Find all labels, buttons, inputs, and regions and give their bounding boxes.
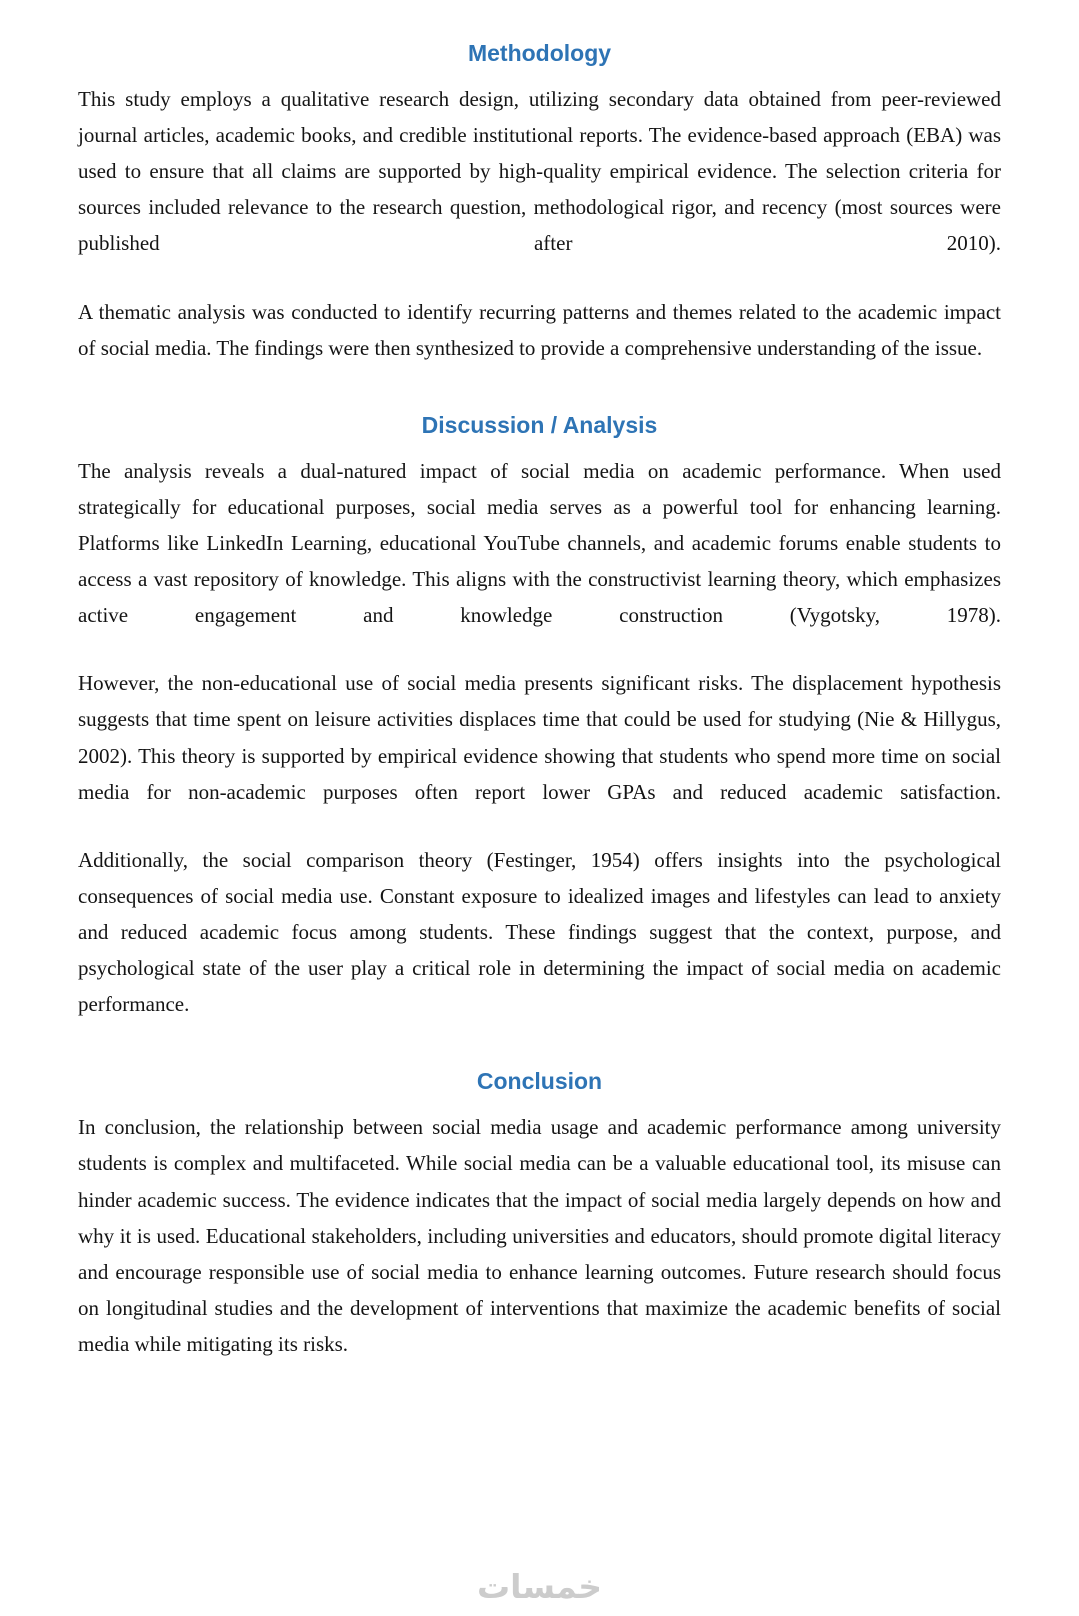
discussion-paragraph-3: Additionally, the social comparison theory (Festinger, 1954) offers insights into the psychological consequences of social media use. Constant exposure to idealized images and lifestyles can lead to anxiety and reduced academic focus among students. These findings suggest that the context, purpose, and psychological state of the user play a critical role in determining the impact of social media on academic performance.	[78, 847, 1001, 1017]
discussion-paragraph-2: However, the non-educational use of social media presents significant risks. The displacement hypothesis suggests that time spent on leisure activities displaces time that could be used for studying (Nie & Hillygus, 2002). This theory is supported by empirical evidence showing that students who spend more time on social media for non-academic purposes often report lower GPAs and reduced academic satisfaction.	[78, 671, 1001, 804]
conclusion-paragraph-1: In conclusion, the relationship between social media usage and academic performance among university students is complex and multifaceted. While social media can be a valuable educational tool, its misuse can hinder academic success. The evidence indicates that the impact of social media largely depends on how and why it is used. Educational stakeholders, including universities and educators, should promote digital literacy and encourage responsible use of social media to enhance learning outcomes. Future research should focus on longitudinal studies and the development of interventions that maximize the academic benefits of social media while mitigating its risks.	[78, 1115, 1001, 1356]
discussion-paragraph-1: The analysis reveals a dual-natured impact of social media on academic performance. When used strategically for educational purposes, social media serves as a powerful tool for enhancing learning. Platforms like LinkedIn Learning, educational YouTube channels, and academic forums enable students to access a vast repository of knowledge. This aligns with the constructivist learning theory, which emphasizes active engagement and knowledge construction (Vygotsky, 1978).	[78, 458, 1001, 628]
section-heading-conclusion: Conclusion	[476, 1068, 603, 1095]
section-heading-methodology: Methodology	[467, 40, 612, 66]
methodology-paragraph-2: A thematic analysis was conducted to identify recurring patterns and themes related to the academic impact of social media. The findings were then synthesized to provide a comprehensive understanding of the issue.	[78, 299, 1001, 360]
khamsat-watermark: خمسات	[476, 1567, 603, 1606]
section-heading-discussion-analysis: Discussion / Analysis	[421, 411, 658, 438]
methodology-paragraph-1: This study employs a qualitative research design, utilizing secondary data obtained from peer-reviewed journal articles, academic books, and credible institutional reports. The evidence-based approach (EBA) was used to ensure that all claims are supported by high-quality empirical evidence. The selection criteria for sources included relevance to the research question, methodological rigor, and recency (most sources were published after 2010).	[78, 87, 1001, 256]
